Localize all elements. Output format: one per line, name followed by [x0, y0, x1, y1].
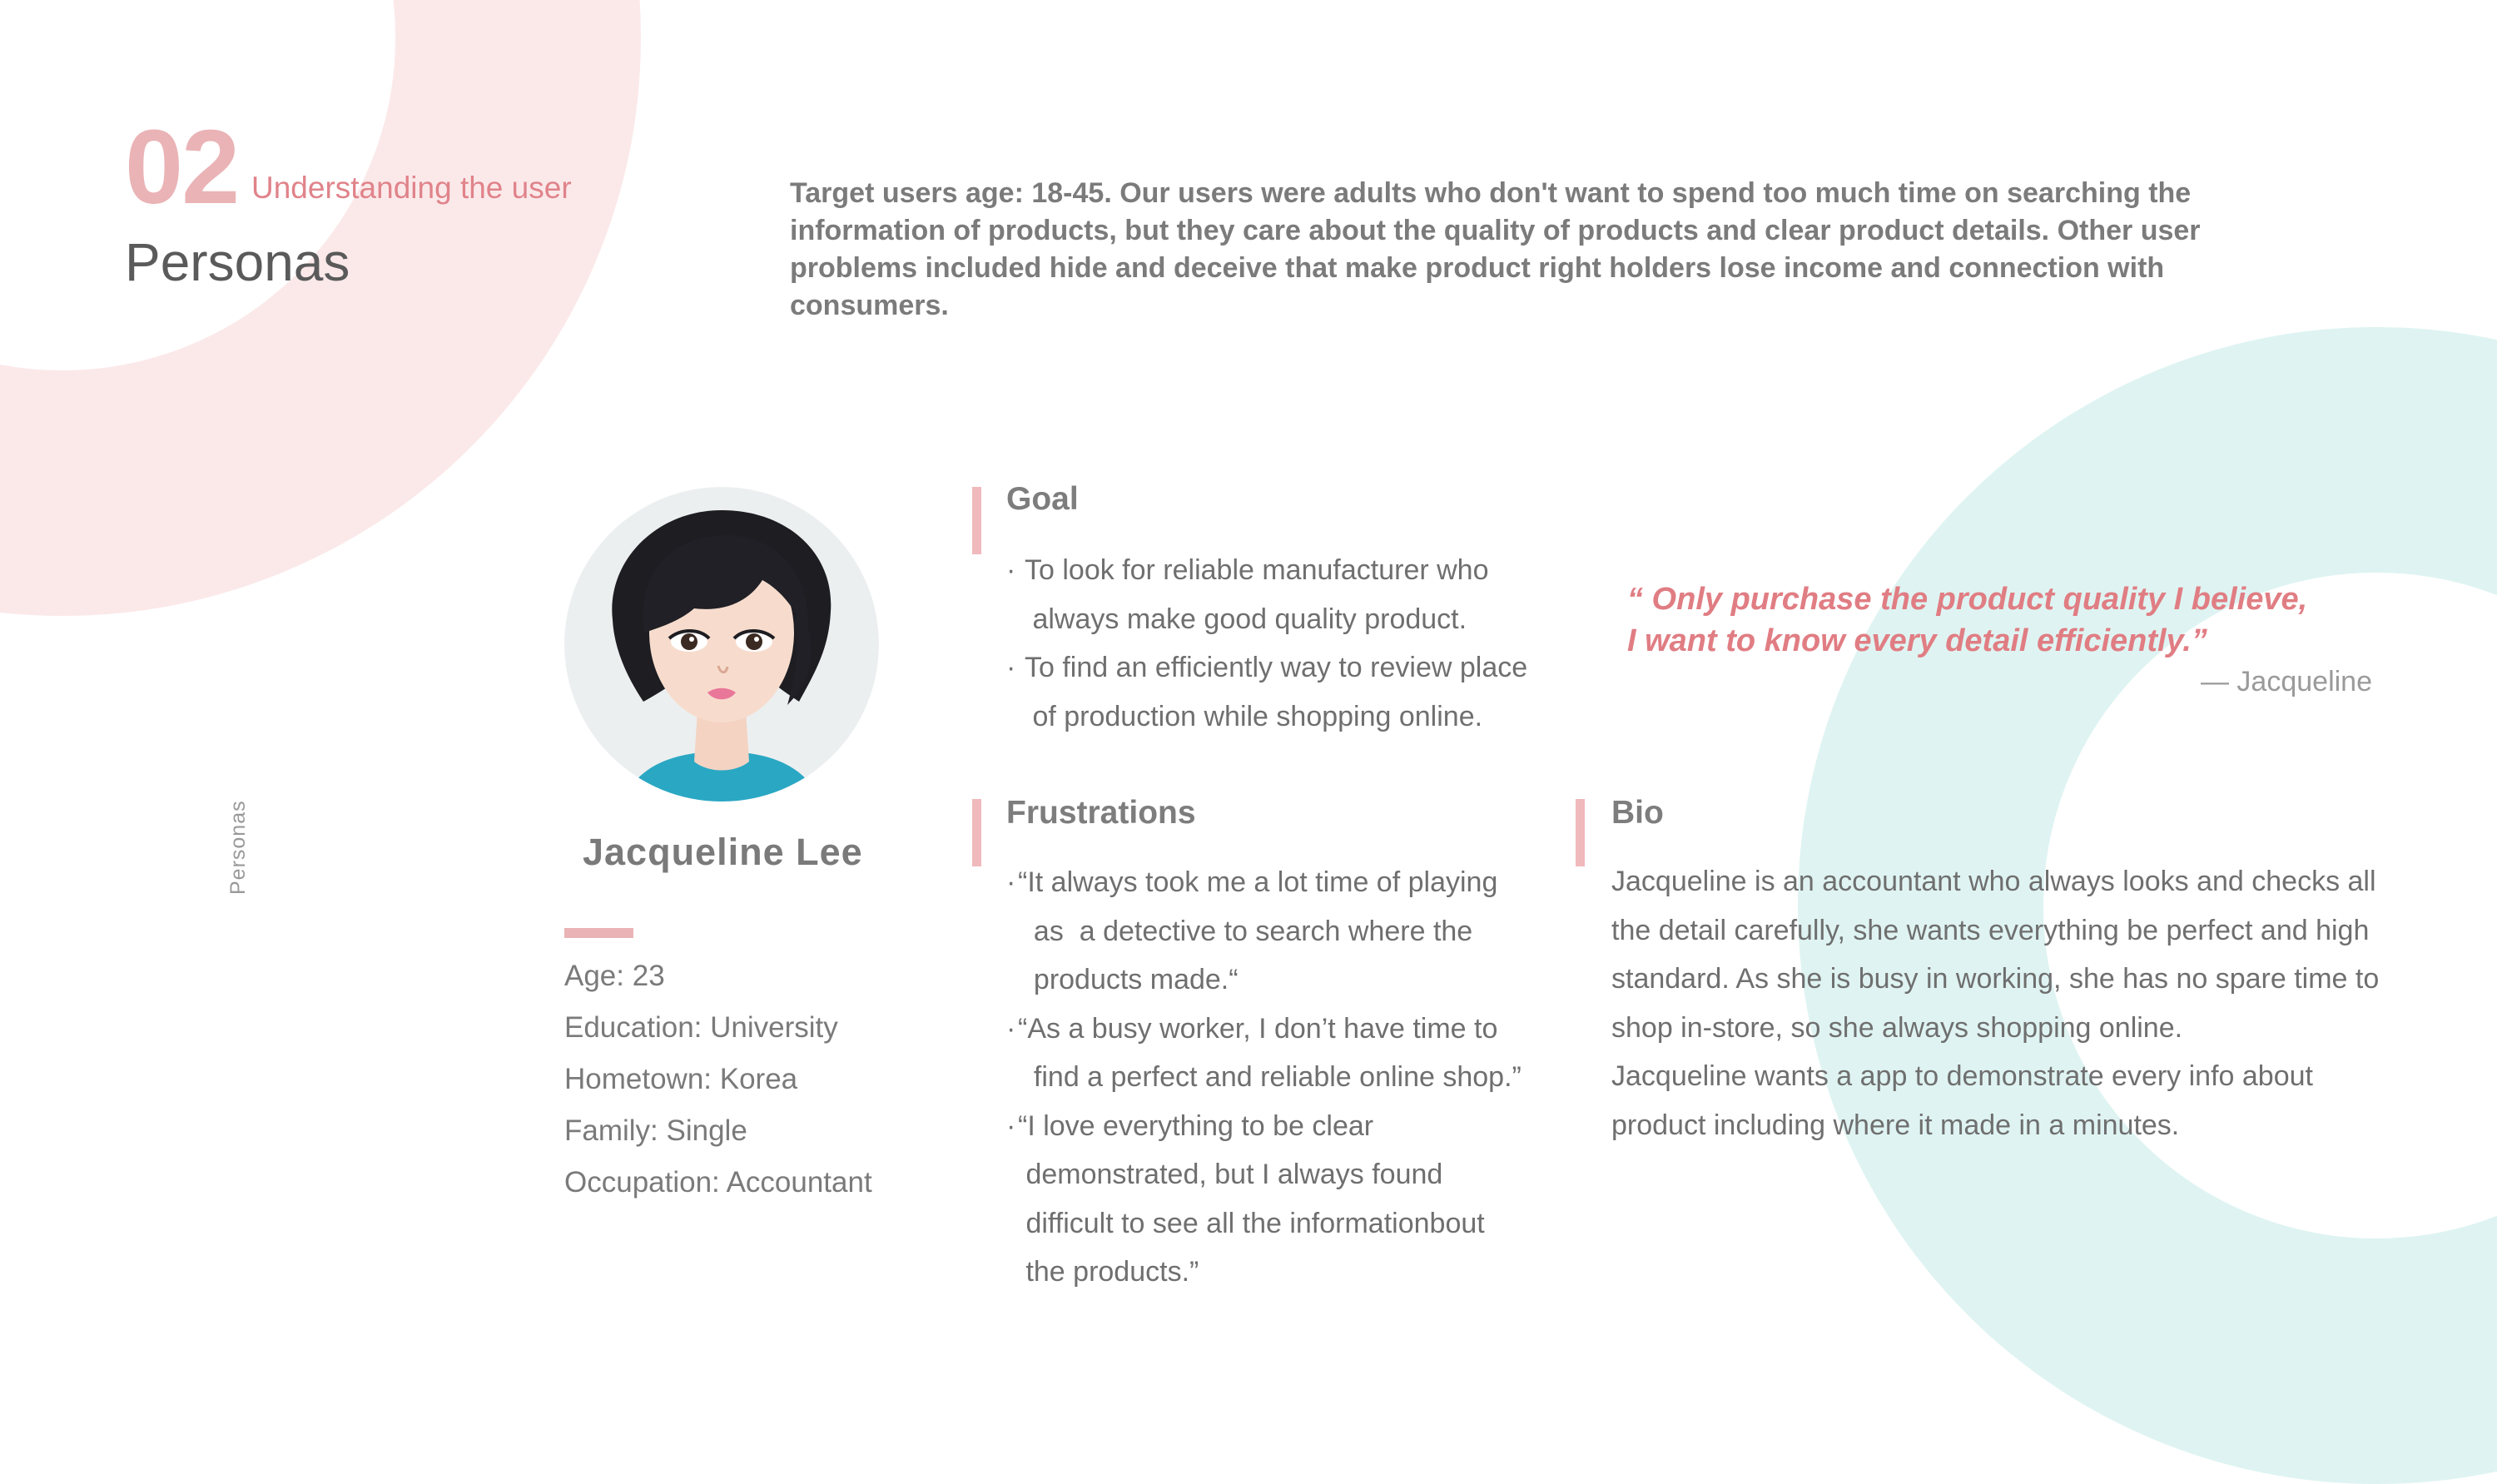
- quote-line-1: “ Only purchase the product quality I believe,: [1627, 582, 2308, 617]
- frustrations-title: Frustrations: [1006, 795, 1196, 831]
- bio-paragraph: Jacqueline is an accountant who always looks and checks all the detail carefully, she wants everything be perfect and high standard. As she is busy in working, she has no spare time to shop in-store, so she always shopping online.: [1611, 866, 2380, 1044]
- quote-author: — Jacqueline: [2200, 666, 2372, 697]
- fact-hometown: Hometown: Korea: [564, 1063, 798, 1095]
- side-label: Personas: [226, 800, 250, 895]
- decorative-pink-ring: [0, 0, 641, 616]
- fact-occupation: Occupation: Accountant: [564, 1166, 872, 1199]
- goal-accent-bar: [972, 487, 981, 554]
- page-title: Personas: [125, 232, 350, 292]
- frustrations-accent-bar: [972, 799, 981, 866]
- list-item: · “It always took me a lot time of playing as a detective to search where the products made.“: [1006, 866, 1498, 995]
- list-item: · To find an efficiently way to review place of production while shopping online.: [1006, 652, 1528, 732]
- goal-title: Goal: [1006, 481, 1079, 517]
- list-item: · To look for reliable manufacturer who always make good quality product.: [1006, 554, 1489, 635]
- persona-facts: [564, 950, 872, 1209]
- bio-paragraph: Jacqueline wants a app to demonstrate every info about product including where it made in a minutes.: [1611, 1060, 2313, 1141]
- section-number: 02: [125, 108, 239, 226]
- bio-accent-bar: [1576, 799, 1585, 866]
- persona-name: Jacqueline Lee: [583, 831, 863, 873]
- quote-line-2: I want to know every detail efficiently.”: [1627, 623, 2207, 658]
- name-divider: [564, 928, 633, 938]
- avatar: [564, 487, 879, 802]
- bio-title: Bio: [1611, 795, 1664, 831]
- fact-education: Education: University: [564, 1011, 838, 1044]
- intro-text: Target users age: 18-45. Our users were adults who don't want to spend too much time on searching the information of products, but they care about the quality of products and clear product details. Other user problems included hide and deceive that make product right holders lose income and connection with consumers.: [790, 177, 2201, 321]
- section-subtitle: Understanding the user: [251, 171, 572, 205]
- persona-quote: [1627, 578, 2307, 662]
- goal-list: [1006, 546, 1527, 741]
- fact-age: Age: 23: [564, 960, 665, 992]
- list-item: · “As a busy worker, I don’t have time to find a perfect and reliable online shop.”: [1006, 1012, 1522, 1093]
- frustrations-list: [1006, 858, 1522, 1297]
- fact-family: Family: Single: [564, 1114, 747, 1147]
- list-item: · “I love everything to be clear demonstrated, but I always found difficult to see all the informationbout the products.”: [1006, 1109, 1485, 1288]
- bio-text: [1611, 857, 2410, 1149]
